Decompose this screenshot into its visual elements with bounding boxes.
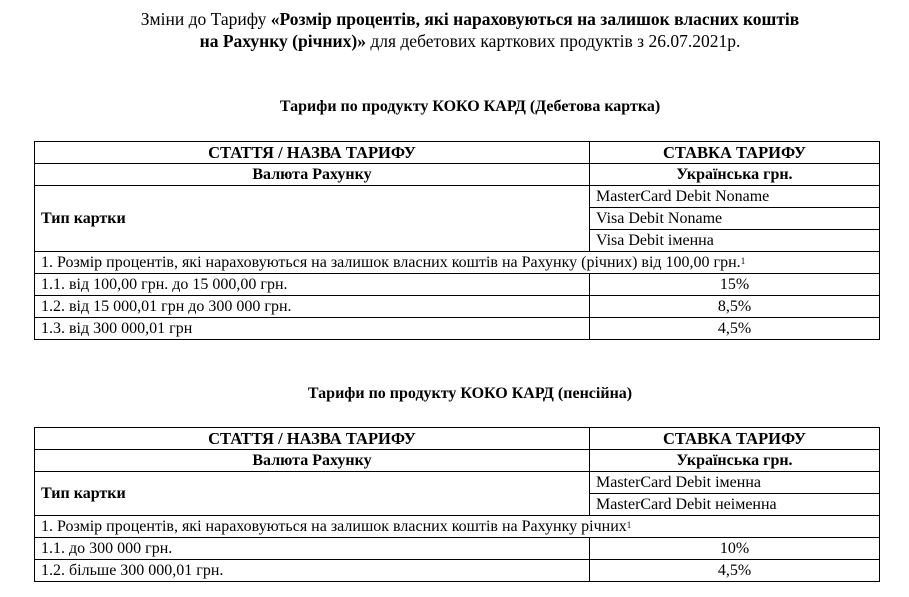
currency-row [35, 164, 880, 186]
currency-label: Валюта Рахунку [35, 450, 590, 472]
heading-line-2 [40, 30, 900, 52]
card-type-row [35, 472, 880, 494]
table2-title: Тарифи по продукту КОКО КАРД (пенсійна) [307, 385, 633, 402]
col-header-rate: СТАВКА ТАРИФУ [590, 428, 880, 450]
tier-label: 1.2. більше 300 000,01 грн. [35, 560, 590, 582]
table1-title: Тарифи по продукту КОКО КАРД (Дебетова картка) [279, 98, 661, 115]
section-label: 1. Розмір процентів, які нараховуються на залишок власних коштів на Рахунку річних [41, 517, 627, 535]
card-type-label: Тип картки [35, 472, 590, 516]
tier-rate: 4,5% [590, 560, 880, 582]
table-header-row [35, 428, 880, 450]
table-header-row [35, 142, 880, 164]
section-row [35, 252, 880, 274]
table-row [35, 296, 880, 318]
currency-label: Валюта Рахунку [35, 164, 590, 186]
heading-bold-2: на Рахунку (річних)» [199, 31, 366, 51]
col-header-rate: СТАВКА ТАРИФУ [590, 142, 880, 164]
tariff-table-debit [34, 141, 880, 340]
table-row [35, 274, 880, 296]
heading-suffix: для дебетових карткових продуктів з 26.07.2021р. [365, 31, 741, 51]
tier-rate: 15% [590, 274, 880, 296]
tariff-table-pension [34, 427, 880, 582]
currency-value: Українська грн. [590, 164, 880, 186]
section-text [35, 252, 880, 274]
tier-label: 1.3. від 300 000,01 грн [35, 318, 590, 340]
tier-rate: 8,5% [590, 296, 880, 318]
footnote-marker: 1 [626, 519, 632, 530]
section-row [35, 516, 880, 538]
tier-rate: 10% [590, 538, 880, 560]
card-type-value: Visa Debit Noname [590, 208, 880, 230]
table-row [35, 538, 880, 560]
tier-label: 1.1. до 300 000 грн. [35, 538, 590, 560]
heading-prefix: Зміни до Тарифу [140, 9, 271, 29]
heading-bold-1: «Розмір процентів, які нараховуються на залишок власних коштів [270, 9, 800, 29]
footnote-marker: 1 [740, 255, 746, 266]
section-text [35, 516, 880, 538]
heading-line-1 [40, 8, 900, 30]
card-type-value: MasterCard Debit Noname [590, 186, 880, 208]
tier-label: 1.1. від 100,00 грн. до 15 000,00 грн. [35, 274, 590, 296]
section-label: 1. Розмір процентів, які нараховуються на залишок власних коштів на Рахунку (річних) від 100,00 грн. [41, 253, 741, 271]
currency-value: Українська грн. [590, 450, 880, 472]
tier-rate: 4,5% [590, 318, 880, 340]
card-type-label: Тип картки [35, 186, 590, 252]
tier-label: 1.2. від 15 000,01 грн до 300 000 грн. [35, 296, 590, 318]
card-type-row [35, 186, 880, 208]
table-row [35, 560, 880, 582]
card-type-value: MasterCard Debit іменна [590, 472, 880, 494]
table-row [35, 318, 880, 340]
currency-row [35, 450, 880, 472]
card-type-value: Visa Debit іменна [590, 230, 880, 252]
document-heading [40, 8, 900, 52]
col-header-article: СТАТТЯ / НАЗВА ТАРИФУ [35, 428, 590, 450]
col-header-article: СТАТТЯ / НАЗВА ТАРИФУ [35, 142, 590, 164]
card-type-value: MasterCard Debit неіменна [590, 494, 880, 516]
